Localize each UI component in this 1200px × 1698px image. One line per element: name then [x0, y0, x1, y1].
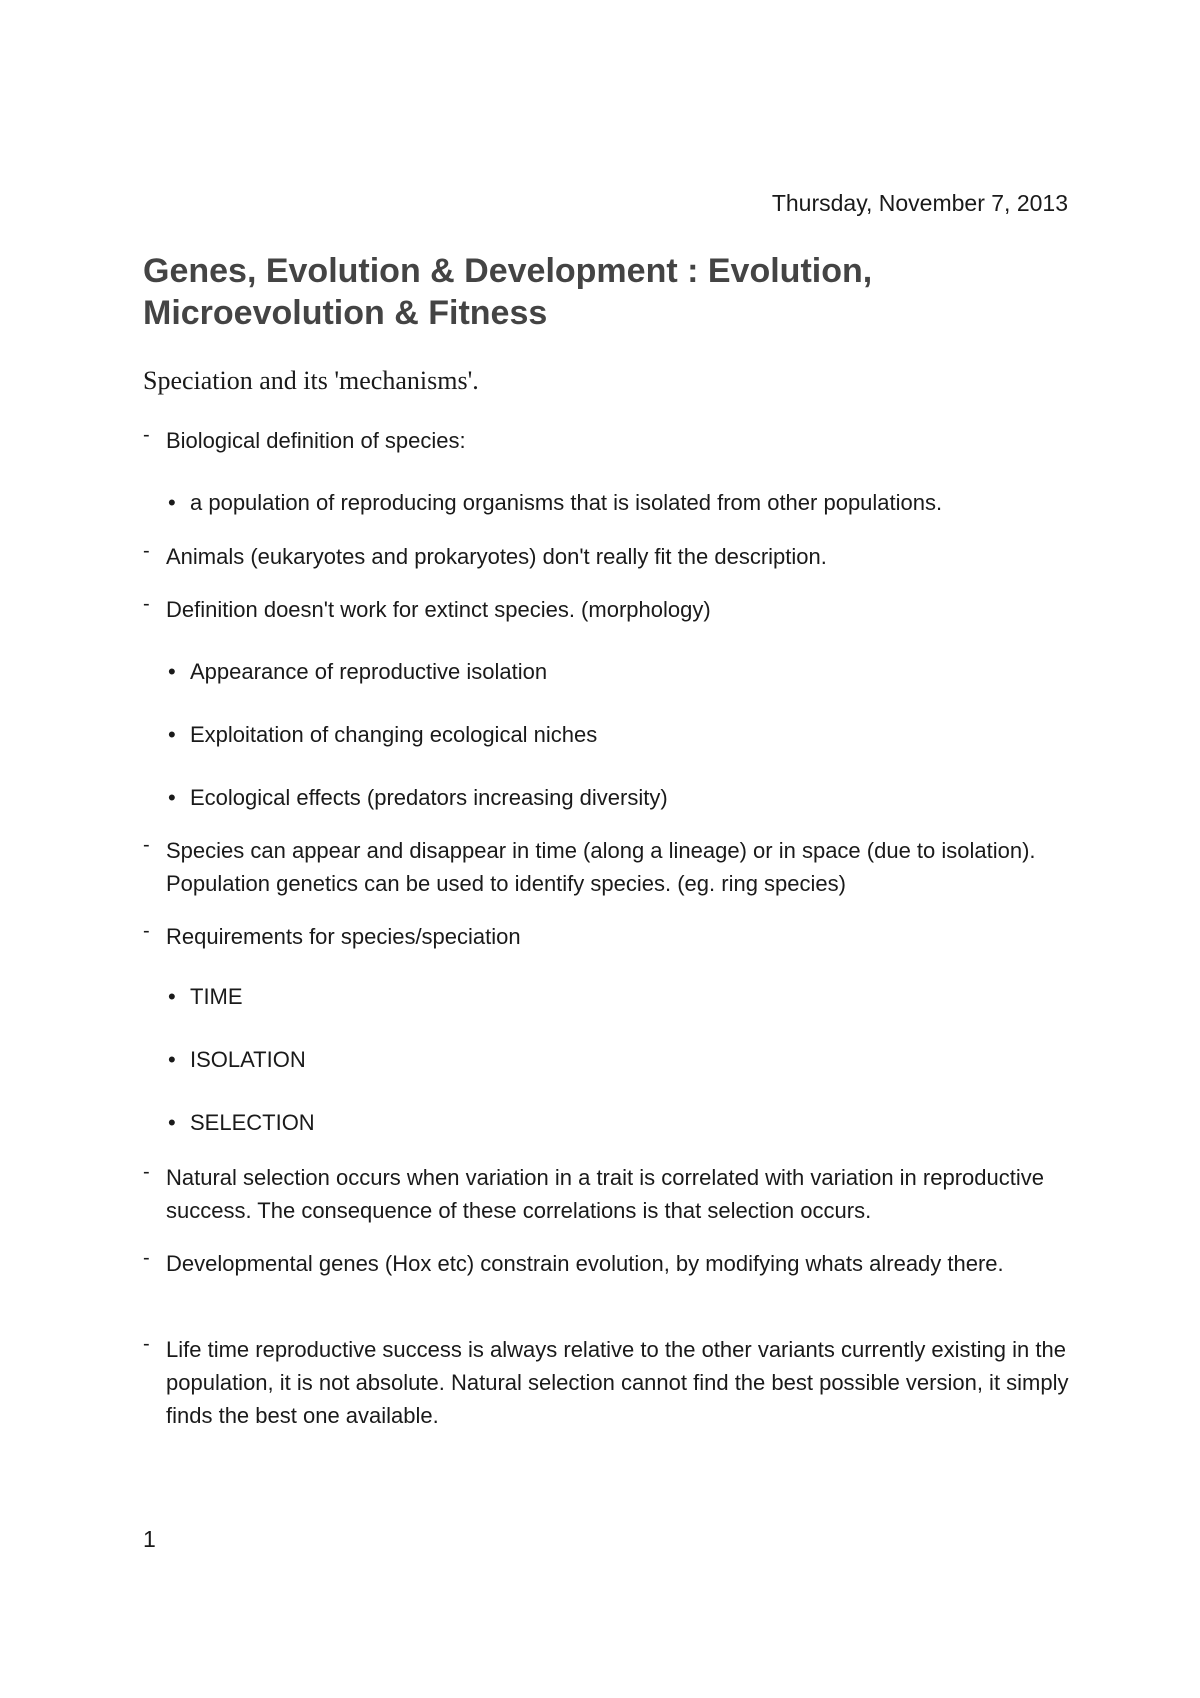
bullet-marker: • [168, 659, 176, 684]
list-item-text: Definition doesn't work for extinct species. (morphology) [166, 597, 711, 622]
list-item-text: Ecological effects (predators increasing diversity) [190, 785, 668, 810]
dash-marker: - [143, 424, 150, 446]
list-item-text: Biological definition of species: [166, 428, 466, 453]
list-item-text: a population of reproducing organisms that is isolated from other populations. [190, 490, 943, 515]
list-item-text: TIME [190, 984, 243, 1009]
dash-marker: - [143, 1247, 150, 1269]
bullet-marker: • [168, 785, 176, 810]
document-title: Genes, Evolution & Development : Evolution, Microevolution & Fitness [143, 252, 873, 332]
list-item-text: Species can appear and disappear in time (along a lineage) or in space (due to isolation). Population genetics can be used to identify species. (eg. ring species) [166, 838, 1036, 896]
list-item-text: Natural selection occurs when variation in a trait is correlated with variation in reproductive success. The consequence of these correlations is that selection occurs. [166, 1165, 1044, 1223]
dash-marker: - [143, 834, 150, 856]
list-item [143, 540, 1071, 573]
list-item [143, 834, 1071, 900]
list-item [143, 1247, 1071, 1280]
dash-marker: - [143, 540, 150, 562]
document-date: Thursday, November 7, 2013 [771, 190, 1068, 216]
list-item-text: Exploitation of changing ecological niches [190, 722, 598, 747]
dash-marker: - [143, 920, 150, 942]
list-item-text: Requirements for species/speciation [166, 924, 521, 949]
page-number: 1 [143, 1526, 156, 1552]
list-item [143, 424, 1071, 457]
list-item-text: Animals (eukaryotes and prokaryotes) don't really fit the description. [166, 544, 827, 569]
list-item-text: Life time reproductive success is always relative to the other variants currently existing in the population, it is not absolute. Natural selection cannot find the best possible version, it simply finds the best one available. [166, 1337, 1069, 1428]
bullet-marker: • [168, 1047, 176, 1072]
list-item-text: Developmental genes (Hox etc) constrain evolution, by modifying whats already there. [166, 1251, 1004, 1276]
section-subtitle: Speciation and its 'mechanisms'. [143, 366, 479, 395]
bullet-marker: • [168, 490, 176, 515]
list-item [143, 593, 1071, 626]
list-item [168, 718, 1070, 751]
list-item [168, 1043, 1070, 1076]
list-item [168, 655, 1070, 688]
list-item-text: ISOLATION [190, 1047, 306, 1072]
list-item-text: Appearance of reproductive isolation [190, 659, 548, 684]
list-item-text: SELECTION [190, 1110, 315, 1135]
list-item [168, 980, 1070, 1013]
list-item [168, 781, 1070, 814]
list-item [143, 1333, 1071, 1432]
bullet-marker: • [168, 722, 176, 747]
bullet-marker: • [168, 1110, 176, 1135]
list-item [168, 486, 1070, 519]
dash-marker: - [143, 593, 150, 615]
dash-marker: - [143, 1333, 150, 1355]
list-item [143, 920, 1071, 953]
list-item [168, 1106, 1070, 1139]
list-item [143, 1161, 1071, 1227]
dash-marker: - [143, 1161, 150, 1183]
bullet-marker: • [168, 984, 176, 1009]
